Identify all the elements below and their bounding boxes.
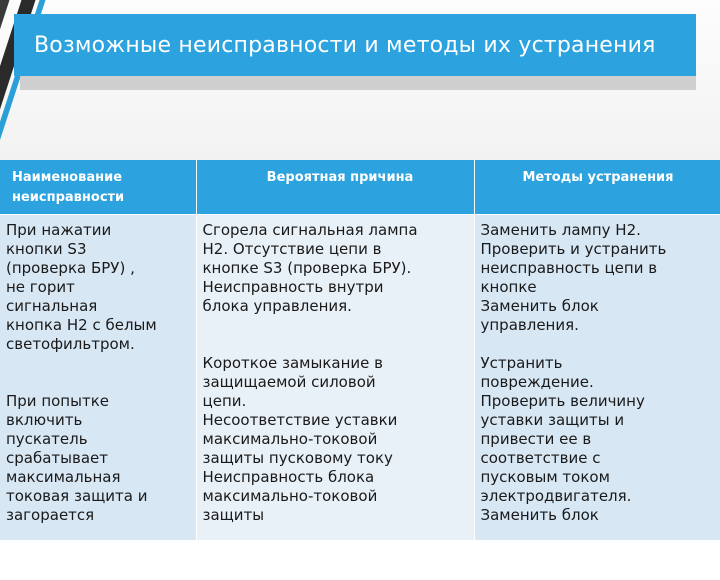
slide-title: Возможные неисправности и методы их устранения [34, 32, 656, 58]
header-probable-cause: Вероятная причина [196, 160, 474, 215]
table-header-row [0, 160, 720, 215]
header-remedy-methods: Методы устранения [474, 160, 720, 215]
table-row [0, 215, 720, 541]
faults-table [0, 160, 720, 540]
cell-cause-text: Сгорела сигнальная лампа Н2. Отсутствие цепи в кнопке S3 (проверка БРУ). Неисправность внутри блока управления. Короткое замыкание в защищаемой силовой цепи. Несоответствие уставки максимально-токовой защиты пусковому току Неисправность блока максимально-токовой защиты [202, 221, 418, 524]
cell-remedy [474, 215, 720, 541]
cell-fault-text: При нажатии кнопки S3 (проверка БРУ) , не горит сигнальная кнопка Н2 с белым светофильтром. При попытке включить пускатель срабатывает максимальная токовая защита и загорается [6, 221, 157, 524]
cell-fault [0, 215, 196, 541]
cell-remedy-text: Заменить лампу Н2. Проверить и устранить неисправность цепи в кнопке Заменить блок управления. Устранить повреждение. Проверить величину уставки защиты и привести ее в соответствие с пусковым током электродвигателя. Заменить блок [480, 221, 667, 524]
title-bar [14, 14, 696, 76]
cell-cause [196, 215, 474, 541]
header-fault-name: Наименование неисправности [0, 160, 196, 215]
